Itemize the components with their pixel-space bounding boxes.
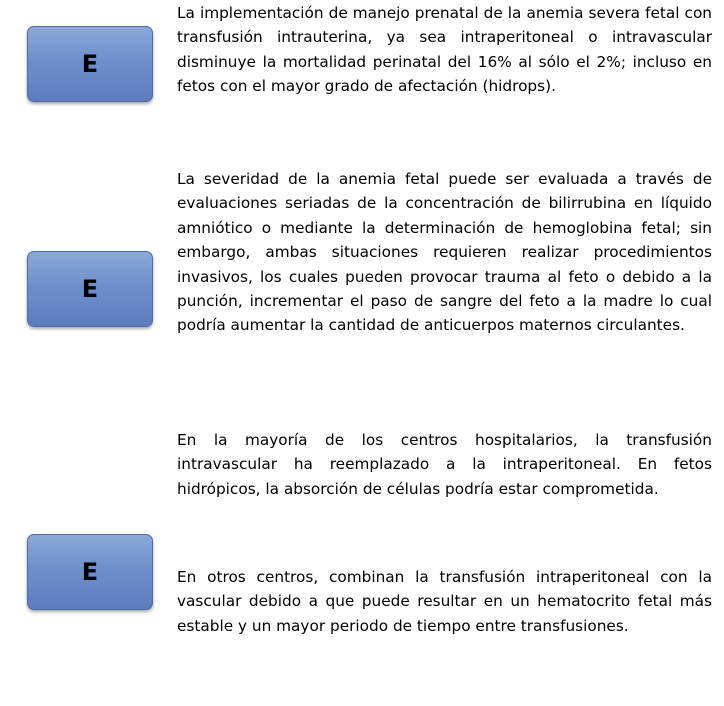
evidence-badge-3: E: [27, 534, 153, 610]
paragraph-combined-transfusion: En otros centros, combinan la transfusión intraperitoneal con la vascular debido a que puede resultar en un hematocrito fetal más estable y un mayor periodo de tiempo entre transfusiones.: [177, 568, 712, 635]
evidence-badge-2: E: [27, 251, 153, 327]
paragraph-prenatal-transfusion: La implementación de manejo prenatal de la anemia severa fetal con transfusión intrauterina, ya sea intraperitoneal o intravascular disminuye la mortalidad perinatal del 16% al sólo el 2%; incluso en fetos con el mayor grado de afectación (hidrops).: [177, 4, 712, 96]
evidence-badge-1: E: [27, 26, 153, 102]
paragraph-intravascular-transfusion: En la mayoría de los centros hospitalarios, la transfusión intravascular ha reemplazado a la intraperitoneal. En fetos hidrópicos, la absorción de células podría estar comprometida.: [177, 431, 712, 498]
paragraph-anemia-severity: La severidad de la anemia fetal puede ser evaluada a través de evaluaciones seriadas de la concentración de bilirrubina en líquido amniótico o mediante la determinación de hemoglobina fetal; sin embargo, ambas situaciones requieren realizar procedimientos invasivos, los cuales pueden provocar trauma al feto o debido a la punción, incrementar el paso de sangre del feto a la madre lo cual podría aumentar la cantidad de anticuerpos maternos circulantes.: [177, 170, 712, 335]
